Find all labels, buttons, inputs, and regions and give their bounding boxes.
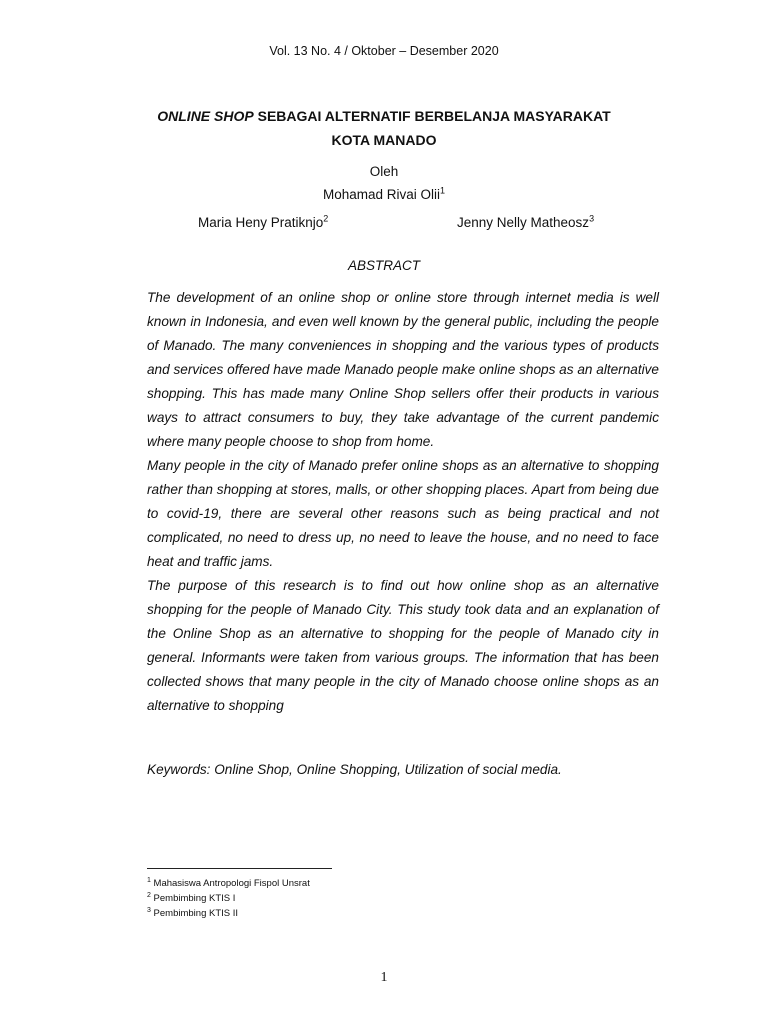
title-italic-part: ONLINE SHOP (157, 108, 254, 124)
abstract-body (147, 286, 659, 718)
abstract-paragraph-3: The purpose of this research is to find out how online shop as an alternative shopping for the people of Manado City. This study took data and an explanation of the Online Shop as an alternative to shopping for the people of Manado city in general. Informants were taken from various groups. The information that has been collected shows that many people in the city of Manado choose online shops as an alternative to shopping (147, 578, 659, 713)
byline-oleh: Oleh (369, 164, 399, 179)
footnote-3-mark: 3 (147, 906, 151, 914)
main-author (0, 183, 768, 206)
paper-title (120, 104, 648, 152)
coauthor-1 (198, 215, 328, 230)
footnote-2-text: Pembimbing KTIS I (150, 893, 236, 904)
coauthor-1-name: Maria Heny Pratiknjo (198, 215, 324, 230)
byline (0, 160, 768, 206)
abstract-paragraph-2: Many people in the city of Manado prefer online shops as an alternative to shopping rather than shopping at stores, malls, or other shopping places. Apart from being due to covid-19, there are several other reasons such as being practical and not complicated, no need to dress up, no need to leave the house, and no need to face heat and traffic jams. (147, 458, 659, 569)
main-author-footnote-mark: 1 (440, 185, 446, 196)
footnote-2-mark: 2 (147, 891, 151, 899)
coauthor-2 (457, 215, 594, 230)
title-line-1 (120, 104, 648, 128)
footnote-1 (147, 876, 547, 891)
footnote-1-text: Mahasiswa Antropologi Fispol Unsrat (150, 878, 310, 889)
footnote-2 (147, 891, 547, 906)
footnote-divider (147, 868, 332, 869)
footnote-3-text: Pembimbing KTIS II (150, 908, 239, 919)
coauthor-2-footnote-mark: 3 (589, 213, 595, 224)
coauthor-2-name: Jenny Nelly Matheosz (457, 215, 590, 230)
footnotes (147, 876, 547, 921)
footnote-3 (147, 906, 547, 921)
title-rest: SEBAGAI ALTERNATIF BERBELANJA MASYARAKAT (253, 108, 611, 124)
keywords: Keywords: Online Shop, Online Shopping, Utilization of social media. (147, 762, 562, 777)
abstract-paragraph-1: The development of an online shop or online store through internet media is well known in Indonesia, and even well known by the general public, including the people of Manado. The many conveniences in shopping and the various types of products and services offered have made Manado people make online shops as an alternative shopping. This has made many Online Shop sellers offer their products in various ways to attract consumers to buy, they take advantage of the current pandemic where many people choose to shop from home. (147, 290, 659, 449)
page-number: 1 (380, 970, 388, 985)
abstract-heading: ABSTRACT (347, 258, 420, 273)
footnote-1-mark: 1 (147, 876, 151, 884)
coauthor-1-footnote-mark: 2 (323, 213, 329, 224)
title-line-2: KOTA MANADO (331, 132, 437, 148)
journal-issue-header: Vol. 13 No. 4 / Oktober – Desember 2020 (269, 44, 499, 58)
main-author-name: Mohamad Rivai Olii (322, 187, 441, 202)
